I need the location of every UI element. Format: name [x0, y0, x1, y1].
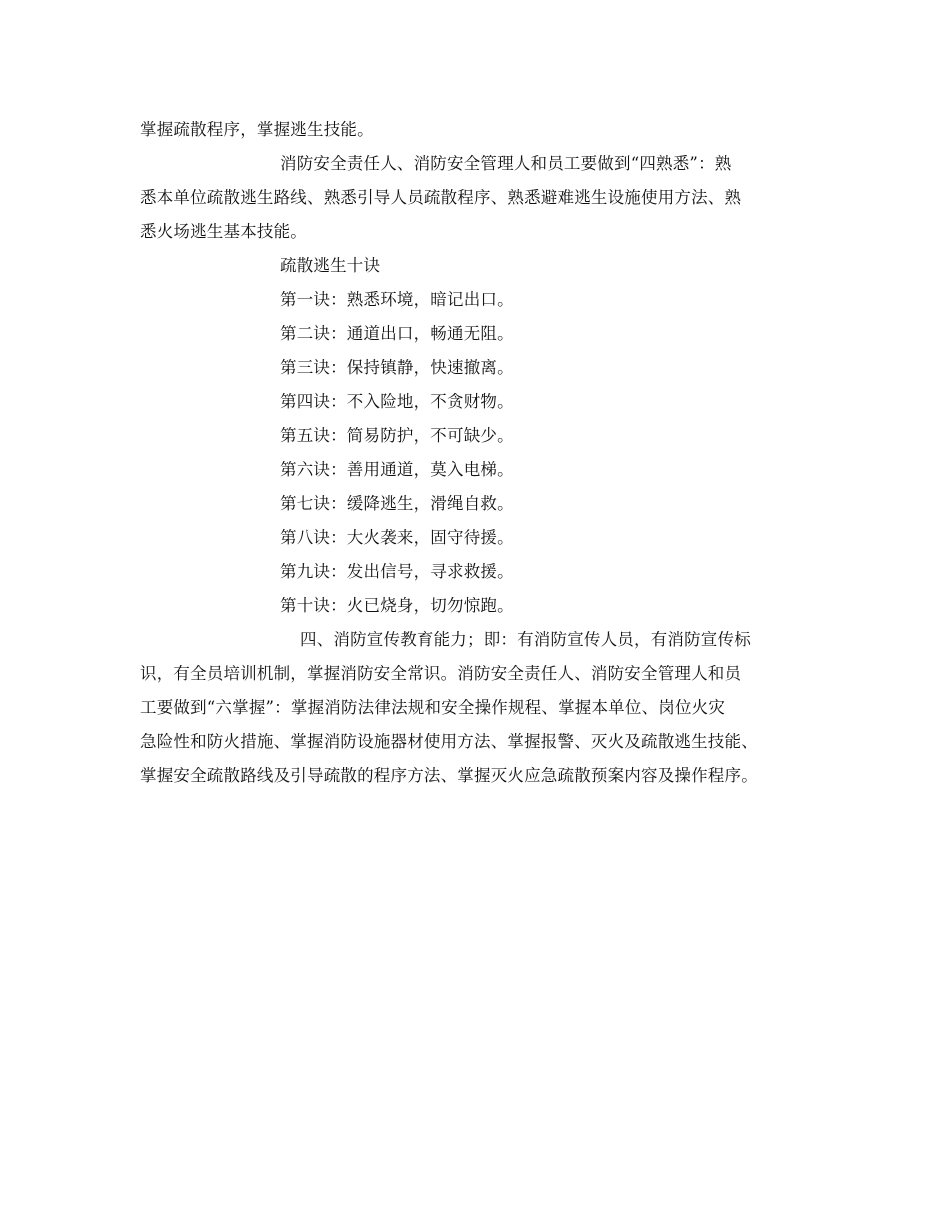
paragraph-line: 识，有全员培训机制，掌握消防安全常识。消防安全责任人、消防安全管理人和员: [140, 664, 742, 683]
section-title: 疏散逃生十诀: [280, 256, 381, 275]
paragraph-line: 掌握安全疏散路线及引导疏散的程序方法、掌握灭火应急疏散预案内容及操作程序。: [140, 766, 758, 785]
tip-item: 第三诀：保持镇静，快速撤离。: [280, 358, 514, 377]
tip-item: 第一诀：熟悉环境，暗记出口。: [280, 290, 514, 309]
paragraph-line: 工要做到“六掌握”：掌握消防法律法规和安全操作规程、掌握本单位、岗位火灾: [140, 698, 726, 717]
tip-item: 第五诀：简易防护，不可缺少。: [280, 426, 514, 445]
tip-item: 第九诀：发出信号，寻求救援。: [280, 562, 514, 581]
tip-item: 第四诀：不入险地，不贪财物。: [280, 392, 514, 411]
paragraph-line: 悉火场逃生基本技能。: [140, 222, 307, 241]
paragraph-line: 消防安全责任人、消防安全管理人和员工要做到“四熟悉”：熟: [280, 154, 732, 173]
tip-item: 第十诀：火已烧身，切勿惊跑。: [280, 596, 514, 615]
tip-item: 第二诀：通道出口，畅通无阻。: [280, 324, 514, 343]
paragraph-line: 掌握疏散程序，掌握逃生技能。: [140, 120, 374, 139]
paragraph-line: 急险性和防火措施、掌握消防设施器材使用方法、掌握报警、灭火及疏散逃生技能、: [140, 732, 758, 751]
paragraph-line: 四、消防宣传教育能力；即：有消防宣传人员，有消防宣传标: [300, 630, 751, 649]
tip-item: 第七诀：缓降逃生，滑绳自救。: [280, 494, 514, 513]
paragraph-line: 悉本单位疏散逃生路线、熟悉引导人员疏散程序、熟悉避难逃生设施使用方法、熟: [140, 188, 742, 207]
tip-item: 第六诀：善用通道，莫入电梯。: [280, 460, 514, 479]
tip-item: 第八诀：大火袭来，固守待援。: [280, 528, 514, 547]
